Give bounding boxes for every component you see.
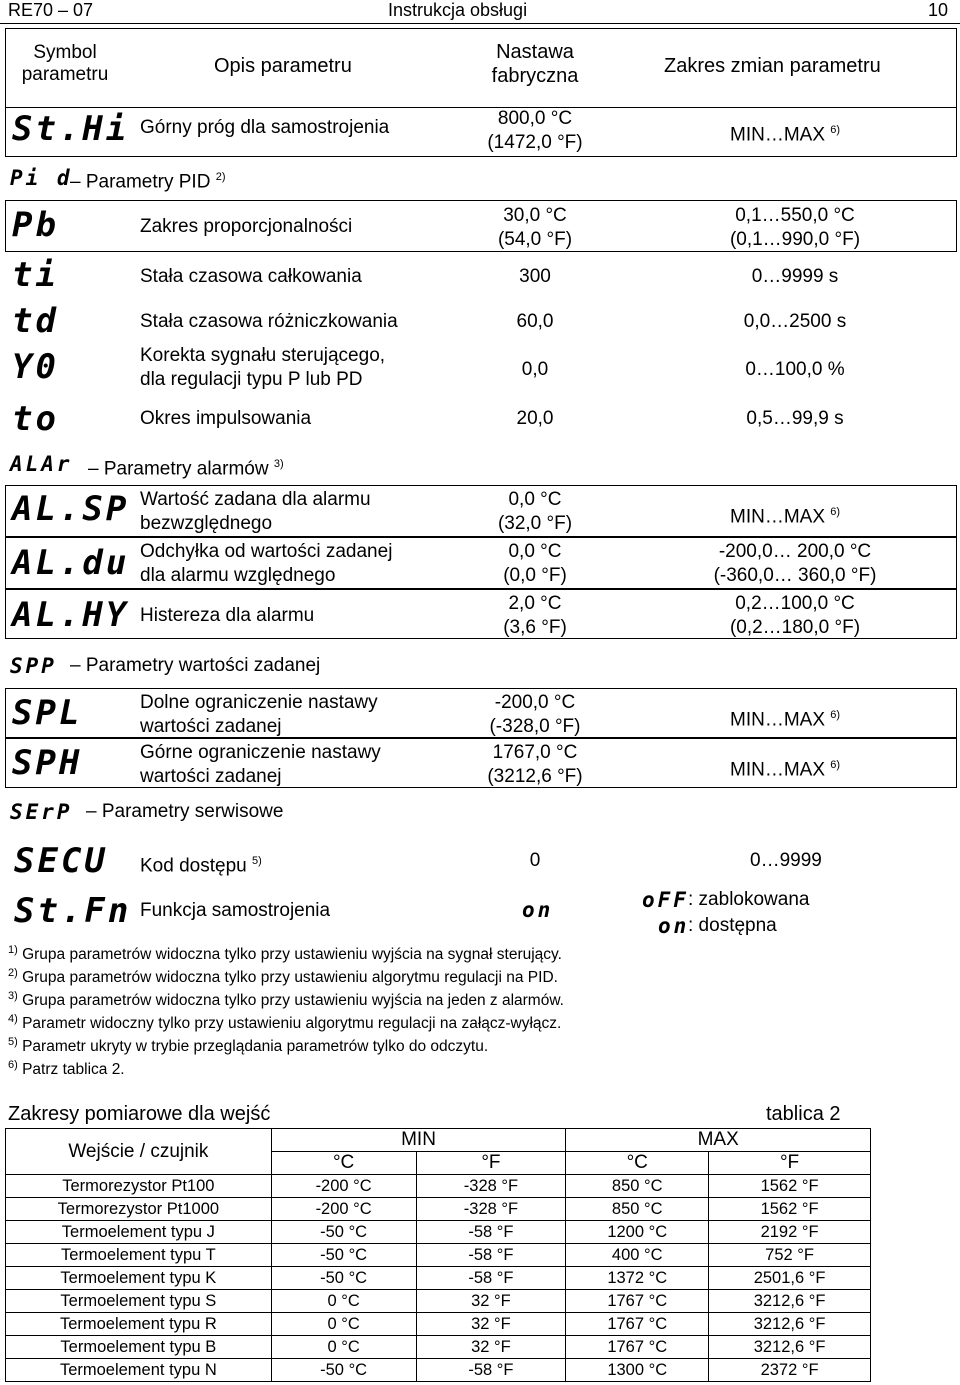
footnote-number: 6) (8, 1059, 18, 1071)
max-f: 2372 °F (709, 1359, 871, 1382)
param-code-alhy: AL.HY (12, 595, 130, 635)
footnote-number: 1) (8, 944, 18, 956)
default-value: 60,0 (516, 311, 554, 332)
footnote-text: Grupa parametrów widoczna tylko przy ustawieniu wyjścia na jeden z alarmów. (22, 992, 564, 1010)
param-code-td: td (12, 301, 59, 341)
min-f: 32 °F (416, 1313, 566, 1336)
default-value: 0,0 °C (508, 489, 562, 510)
sensor-name: Termorezystor Pt1000 (6, 1198, 272, 1221)
range-value: -200,0… 200,0 °C (718, 541, 872, 562)
default-value: 0,0 (521, 359, 549, 380)
page-header (0, 0, 960, 22)
max-f: 3212,6 °F (709, 1336, 871, 1359)
range-value (730, 118, 840, 147)
min-f: -58 °F (416, 1267, 566, 1290)
param-code-stfn: St.Fn (14, 891, 132, 931)
param-desc: Górny próg dla samostrojenia (140, 117, 390, 138)
group-label-text: – Parametry PID (70, 171, 211, 193)
param-desc: Wartość zadana dla alarmu (140, 489, 371, 510)
param-desc-line2: dla alarmu względnego (140, 565, 336, 586)
min-c: -50 °C (271, 1244, 416, 1267)
min-c: 0 °C (271, 1313, 416, 1336)
param-desc-line2: bezwzględnego (140, 513, 273, 534)
min-c: -50 °C (271, 1267, 416, 1290)
table-row (6, 1175, 871, 1198)
footnote-text: Grupa parametrów widoczna tylko przy ustawieniu algorytmu regulacji na PID. (22, 969, 558, 987)
col-header-symbol-line1: Symbol (33, 42, 97, 63)
col-header-default-line2: fabryczna (491, 65, 579, 87)
param-desc: Stała czasowa różniczkowania (140, 311, 398, 332)
range-text: MIN…MAX (730, 709, 825, 731)
footnote-number: 4) (8, 1013, 18, 1025)
range-value: 0,0…2500 s (743, 311, 847, 332)
default-value-f: (-328,0 °F) (489, 716, 581, 737)
max-f: 2501,6 °F (709, 1267, 871, 1290)
header-divider (0, 23, 960, 24)
range-value (730, 500, 840, 529)
sensor-name: Termorezystor Pt100 (6, 1175, 272, 1198)
max-c: 400 °C (566, 1244, 709, 1267)
sensor-name: Termoelement typu K (6, 1267, 272, 1290)
param-desc: Stała czasowa całkowania (140, 266, 362, 287)
table-row (6, 1198, 871, 1221)
group-code-pid: Pi d (10, 166, 73, 190)
col-header-default (470, 40, 600, 88)
max-c: 1767 °C (566, 1290, 709, 1313)
doc-title: Instrukcja obsługi (388, 0, 528, 20)
max-f: 3212,6 °F (709, 1290, 871, 1313)
range-value (730, 703, 840, 732)
doc-code: RE70 – 07 (8, 0, 94, 20)
max-f: 2192 °F (709, 1221, 871, 1244)
footnote-text: Parametr widoczny tylko przy ustawieniu algorytmu regulacji na załącz-wyłącz. (22, 1015, 562, 1033)
param-code-aldu: AL.du (12, 543, 130, 583)
param-desc: Korekta sygnału sterującego, (140, 345, 386, 366)
range-value: 0…100,0 % (745, 359, 845, 380)
col-header-default-line1: Nastawa (496, 41, 574, 63)
table-header-row (6, 1129, 871, 1152)
max-c: 850 °C (566, 1175, 709, 1198)
table-row (6, 1267, 871, 1290)
max-f: 1562 °F (709, 1198, 871, 1221)
table-row (6, 1290, 871, 1313)
min-c: 0 °C (271, 1290, 416, 1313)
min-c: -50 °C (271, 1359, 416, 1382)
range-text: MIN…MAX (730, 759, 825, 781)
max-f: 752 °F (709, 1244, 871, 1267)
footnote (8, 1055, 125, 1080)
measurement-ranges-table (5, 1128, 871, 1382)
header-min-f: °F (416, 1152, 566, 1175)
col-header-symbol (10, 42, 120, 86)
table-row (6, 1313, 871, 1336)
param-desc-line2: wartości zadanej (140, 766, 282, 787)
option-label-off: : zablokowana (688, 889, 810, 910)
param-code-secu: SECU (14, 841, 108, 881)
min-f: -328 °F (416, 1198, 566, 1221)
sensor-name: Termoelement typu R (6, 1313, 272, 1336)
default-value: 0,0 °C (508, 541, 562, 562)
param-desc-line2: wartości zadanej (140, 716, 282, 737)
footnote (8, 1009, 561, 1034)
param-desc: Dolne ograniczenie nastawy (140, 692, 378, 713)
param-code-ti: ti (12, 255, 59, 295)
max-c: 850 °C (566, 1198, 709, 1221)
range-value-f: (0,2…180,0 °F) (729, 617, 861, 638)
footnote-number: 2) (8, 967, 18, 979)
option-code-on: on (658, 914, 690, 938)
page-number: 10 (928, 0, 949, 20)
min-c: -200 °C (271, 1198, 416, 1221)
footnote-ref: 6) (830, 709, 841, 721)
min-f: 32 °F (416, 1336, 566, 1359)
sensor-name: Termoelement typu T (6, 1244, 272, 1267)
default-value-f: (3,6 °F) (503, 617, 567, 638)
min-f: -328 °F (416, 1175, 566, 1198)
param-desc: Zakres proporcjonalności (140, 216, 353, 237)
footnote-text: Patrz tablica 2. (22, 1061, 125, 1079)
param-code-alsp: AL.SP (12, 489, 130, 529)
param-desc-line2: dla regulacji typu P lub PD (140, 369, 363, 390)
footnote-ref: 6) (830, 506, 841, 518)
param-desc-text: Kod dostępu (140, 855, 247, 877)
min-f: -58 °F (416, 1359, 566, 1382)
sensor-name: Termoelement typu B (6, 1336, 272, 1359)
max-f: 1562 °F (709, 1175, 871, 1198)
param-code-pb: Pb (12, 205, 59, 245)
col-header-symbol-line2: parametru (21, 64, 109, 85)
table-row (6, 1336, 871, 1359)
sensor-name: Termoelement typu J (6, 1221, 272, 1244)
range-value: 0,1…550,0 °C (735, 205, 855, 226)
footnote (8, 1032, 488, 1057)
header-input: Wejście / czujnik (6, 1129, 272, 1175)
range-text: MIN…MAX (730, 124, 825, 146)
footnote-ref: 2) (215, 171, 226, 183)
default-value: 300 (519, 266, 551, 287)
header-min: MIN (271, 1129, 566, 1152)
default-value: 800,0 °C (497, 108, 573, 129)
param-code-spl: SPL (12, 693, 83, 733)
footnote-text: Grupa parametrów widoczna tylko przy ustawieniu wyjścia na sygnał sterujący. (22, 946, 562, 964)
param-desc: Okres impulsowania (140, 408, 312, 429)
param-desc: Odchyłka od wartości zadanej (140, 541, 393, 562)
max-c: 1200 °C (566, 1221, 709, 1244)
min-f: -58 °F (416, 1244, 566, 1267)
table2-label: tablica 2 (766, 1103, 841, 1125)
min-f: -58 °F (416, 1221, 566, 1244)
default-value: 2,0 °C (508, 593, 562, 614)
range-value: 0,2…100,0 °C (735, 593, 855, 614)
footnote (8, 986, 564, 1011)
table-row (6, 1244, 871, 1267)
min-c: -50 °C (271, 1221, 416, 1244)
param-code-y0: Y0 (12, 347, 59, 387)
max-c: 1767 °C (566, 1336, 709, 1359)
default-value-f: (1472,0 °F) (487, 132, 583, 153)
range-value (730, 753, 840, 782)
table-row (6, 1221, 871, 1244)
group-code-serp: SErP (10, 800, 73, 824)
min-f: 32 °F (416, 1290, 566, 1313)
min-c: 0 °C (271, 1336, 416, 1359)
footnote-number: 5) (8, 1036, 18, 1048)
col-header-desc: Opis parametru (214, 55, 352, 77)
param-desc: Górne ograniczenie nastawy (140, 742, 381, 763)
default-value: 20,0 (516, 408, 554, 429)
footnote-ref: 6) (830, 759, 841, 771)
group-label-spp: – Parametry wartości zadanej (70, 655, 321, 676)
footnote (8, 963, 558, 988)
footnote-ref: 6) (830, 124, 841, 136)
range-text: MIN…MAX (730, 506, 825, 528)
range-value-f: (-360,0… 360,0 °F) (713, 565, 877, 586)
default-value: 30,0 °C (503, 205, 567, 226)
group-code-spp: SPP (10, 654, 57, 678)
default-value: 0 (529, 850, 541, 871)
param-code-sph: SPH (12, 743, 83, 783)
default-value: -200,0 °C (494, 692, 576, 713)
max-c: 1767 °C (566, 1313, 709, 1336)
table-row (6, 1359, 871, 1382)
default-value-f: (32,0 °F) (497, 513, 573, 534)
table2-title: Zakresy pomiarowe dla wejść (8, 1103, 271, 1125)
header-max: MAX (566, 1129, 871, 1152)
default-value: 1767,0 °C (492, 742, 578, 763)
footnote-text: Parametr ukryty w trybie przeglądania parametrów tylko do odczytu. (22, 1038, 489, 1056)
default-value-f: (3212,6 °F) (487, 766, 583, 787)
group-label-text: – Parametry alarmów (88, 458, 269, 480)
default-code: on (522, 898, 554, 922)
min-c: -200 °C (271, 1175, 416, 1198)
footnote-ref: 5) (251, 855, 262, 867)
option-code-off: oFF (642, 888, 689, 912)
range-value: 0,5…99,9 s (746, 408, 844, 429)
option-label-on: : dostępna (688, 915, 777, 936)
group-label-pid (70, 165, 226, 194)
param-code-to: to (12, 399, 59, 439)
param-desc: Histereza dla alarmu (140, 605, 315, 626)
range-value: 0…9999 s (751, 266, 839, 287)
group-label-serp: – Parametry serwisowe (86, 801, 284, 822)
group-label-alar (88, 452, 284, 481)
param-desc: Funkcja samostrojenia (140, 900, 331, 921)
footnote-number: 3) (8, 990, 18, 1002)
default-value-f: (54,0 °F) (497, 229, 573, 250)
param-code-sthi: St.Hi (12, 109, 130, 149)
range-value: 0…9999 (750, 850, 822, 871)
col-header-range: Zakres zmian parametru (664, 55, 881, 77)
sensor-name: Termoelement typu N (6, 1359, 272, 1382)
sensor-name: Termoelement typu S (6, 1290, 272, 1313)
max-c: 1300 °C (566, 1359, 709, 1382)
param-desc (140, 849, 262, 878)
header-max-f: °F (709, 1152, 871, 1175)
footnote (8, 940, 562, 965)
header-min-c: °C (271, 1152, 416, 1175)
max-c: 1372 °C (566, 1267, 709, 1290)
footnote-ref: 3) (273, 458, 284, 470)
group-code-alar: ALAr (10, 452, 73, 476)
header-max-c: °C (566, 1152, 709, 1175)
range-value-f: (0,1…990,0 °F) (729, 229, 861, 250)
default-value-f: (0,0 °F) (503, 565, 567, 586)
max-f: 3212,6 °F (709, 1313, 871, 1336)
